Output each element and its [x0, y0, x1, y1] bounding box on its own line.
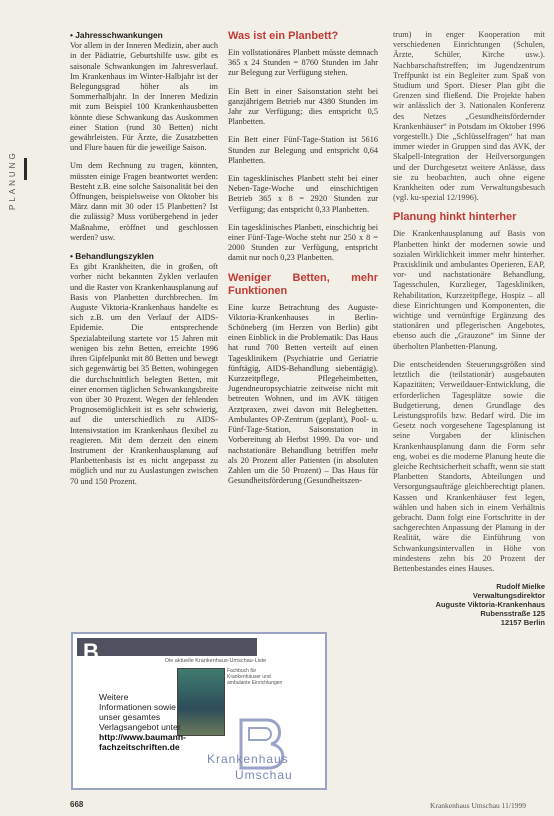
- author-street: Rubensstraße 125: [480, 609, 545, 619]
- subheading-jahresschwankungen: • Jahresschwankungen: [70, 30, 218, 40]
- journal-footer: Krankenhaus Umschau 11/1999: [430, 801, 526, 810]
- author-signature: [393, 582, 545, 627]
- author-name: Rudolf Mielke: [496, 582, 545, 592]
- ad-copy-line: Verlagsangebot unter: [99, 722, 181, 732]
- subheading-behandlungszyklen: • Behandlungszyklen: [70, 251, 218, 261]
- brand-name: Umschau: [235, 768, 293, 782]
- column-3: [393, 30, 545, 627]
- paragraph: Ein tagesklinisches Planbett, einschichtig bei einer Fünf-Tage-Woche steht nur 250 x 8 = 2000 Stunden zur Verfügung, entspricht damit nur noch 0,23 Planbetten.: [228, 222, 378, 263]
- paragraph: Die Krankenhausplanung auf Basis von Planbetten hinkt der modernen sowie und sozialen Wirklichkeit immer mehr hinterher. Praxisklinik und ambulantes Operieren, EAP, vor- und nachstationäre Behandlung, Tagesschulen, Kurzlieger, Tageskliniken, Rehabilitation, Kurzzeitpflege, Hospiz – all diese Einrichtungen und Komponenten, die wichtige und vernünftige Ergänzung des stationären und pflegerischen Angebotes, ebenso auch die „Grauzone“ im Sinne der überholten Planbetten-Planung.: [393, 229, 545, 351]
- heading-weniger-betten: Weniger Betten, mehr Funktionen: [228, 271, 378, 297]
- section-bar: [24, 158, 27, 180]
- ad-inner-title: Die aktuelle Krankenhaus-Umschau-Liste: [165, 658, 267, 664]
- author-role: Verwaltungsdirektor: [472, 591, 545, 601]
- paragraph: Vor allem in der Inneren Medizin, aber auch in der Pädiatrie, Geburtshilfe usw. gibt es saisonale Schwankungen im Jahresverlauf. Im Krankenhaus im Winter-Halbjahr ist der Belegungsgrad höher als im Sommerhalbjahr. In der Inneren Medizin mit zum Beispiel 100 Krankenhausbetten könnte diese Schwankung das Auskommen einer Station (rund 30 Betten) nicht gewährleisten. Für Ärzte, die Zusatzbetten und Flure bauen für die jeweilige Saison.: [70, 41, 218, 153]
- page-number: 668: [70, 800, 84, 809]
- ad-copy-line: Informationen sowie: [99, 702, 176, 712]
- heading-planbett: Was ist ein Planbett?: [228, 30, 339, 42]
- column-1: [70, 30, 218, 495]
- paragraph: Um dem Rechnung zu tragen, könnten, müssten einige Fragen beantwortet werden: Besteht z.B. eine solche Saisonalität bei den Öffnungen, beispielsweise von Oktober bis März dann mit 30 oder 15 Planbetten? Ist die zulässig? Muss vorübergehend in jeder Maßnahme, eröffnet und geschlossen werden? usw.: [70, 161, 218, 242]
- paragraph: Eine kurze Betrachtung des Auguste-Viktoria-Krankenhauses in Berlin-Schöneberg (im Herzen von Berlin) gibt einen Einblick in die Problematik: Das Haus hat rund 700 Betten verteilt auf einen Tagesklinikern (Psychiatrie und Geriatrie fünftägig, AIDS-Behandlung siebentägig). Kurzzeitpflege, Pflegeheimbetten, Jugendneuropsychiatrie zeitweise nicht mit betreuten Wohnen, und im AVK tätigen Arztpraxen, zwei davon mit Belegbetten. Ambulantes OP-Zentrum (geplant), Pool- u. Fünf-Tage-Station, Saisonstation in Vorbereitung ab Herbst 1999. Da vor- und nachstationäre Behandlung betriffen mehr als 20 Prozent aller Patienten (in absoluten Zahlen um die 50 Prozent) – Das Haus für Gesundheitsförderung (Gesundheitszen-: [228, 302, 378, 486]
- paragraph: Ein vollstationäres Planbett müsste demnach 365 x 24 Stunden = 8760 Stunden im Jahr zur Belegung zur Verfügung stehen.: [228, 48, 378, 78]
- ad-copy: [99, 692, 209, 752]
- paragraph: Die entscheidenden Steuerungsgrößen sind letztlich die (teilstationär) ausgebauten Kapazitäten; Verweildauer-Entwicklung, die erforderlichen Tagesplätze sowie die Budgetierung, denen Grundlage des Leistungsprofils bzw. Bedarf wird. Die im Gesetz noch vorgesehene Tagesplanung ist seine Vorgaben der klinischen Krankenhausplanung dann die Form sehr eng, wobei es die moderne Planung heute die gleiche Rechtsicherheit schafft, wenn sie statt Planbetten Standorts, Abteilungen und Versorgungsaufträge gleichberechtigt planen. Kassen und Krankenhäuser fest legen, wählen und haben sich in einem Verhältnis gebracht. Dann folgt eine Fortschritte in der sachgerechten Anpassung der Planung in der Realität, wäre die Einführung von Schwankungsintervallen in Höhe von mindestens zehn bis 20 Prozent der Bettenbestandes eines Hauses.: [393, 359, 545, 573]
- section-label: PLANUNG: [8, 150, 17, 210]
- ad-url-link[interactable]: http://www.baumann-: [99, 732, 187, 742]
- author-org: Auguste Viktoria-Krankenhaus: [435, 600, 545, 610]
- ad-copy-line: Weitere: [99, 692, 129, 702]
- ad-logo-letter: B: [83, 639, 99, 664]
- paragraph: Ein tagesklinisches Planbett steht bei einer Neben-Tage-Woche und einschichtigen Betrieb 365 x 8 = 2920 Stunden zur Verfügung; das entspricht 0,33 Planbetten.: [228, 174, 378, 214]
- author-city: 12157 Berlin: [500, 618, 545, 628]
- ad-url-link[interactable]: fachzeitschriften.de: [99, 742, 180, 752]
- heading-planung-hinkt: Planung hinkt hinterher: [393, 211, 517, 224]
- paragraph: Ein Bett in einer Saisonstation steht bei ganzjährigem Betrieb nur 4380 Stunden im Jahr zur Verfügung; dies entspricht 0,5 Planbetten.: [228, 86, 378, 127]
- paragraph: Es gibt Krankheiten, die in großen, oft vorher nicht bekannten Zyklen verlaufen und die Raster von Krankenhausplanung auf Basis von Planbetten durchbrechen. Im Auguste Viktoria-Krankenhaus handelte es sich z.B. um den Verlauf der AIDS-Epidemie. Die entsprechende Spezialabteilung startete vor 15 Jahren mit wenigen bis zehn Betten, erreichte 1996 ihren Gipfelpunkt mit 80 Betten und bewegt sich gegenwärtig bei 35 Betten, wohingegen die durchschnittlich belegten Betten, mit einer enormen täglichen Schwankungsbreite von über 30 Prozent. Wegen der fehlenden Prognosemöglichkeit ist es sehr schwierig, auf die unterschiedlich zu AIDS-Intensivstation im Krankenhaus flexibel zu reagieren. Mit dem derzeit den einem Instrument der Krankenhausplanung auf Planbettenbasis ist es nicht angepasst zu möglich und nur zu Auslastungen zwischen 70 und 150 Prozent.: [70, 262, 218, 486]
- publisher-advertisement: [71, 632, 327, 790]
- brand-name: Krankenhaus: [207, 752, 289, 766]
- paragraph: trum) in enger Kooperation mit verschiedenen Einrichtungen (Schulen, Ärzte, Schüler, Kirche usw.). Nachbarschaftstreffen; im Jugendzentrum Treffpunkt ist ein Begleiter zum Spaß von Studium und Sport. Dieser Plan gibt die Grenzen sind fließend. Die Projekte haben wir anlässlich der 3. Nationalen Konferenz des Netzes „Gesundheitsfördernder Krankenhäuser“ in Potsdam im Oktober 1996 vorgestellt.) Die „Schlüsselfragen“ hat man immer wieder in Gruppen sind das AVK, der Skalpell-Integration der Heilversorgungen und der Durchgesetzt weitere Anlässe, dass sie zu beobachten, auch ohne eigene Krankheiten oder zum Verwaltungsbesuch (vgl. ku-spezial 12/1996).: [393, 30, 545, 203]
- book-description: Fachbuch für Krankenhäuser und ambulante Einrichtungen: [227, 668, 283, 686]
- paragraph: Ein Bett einer Fünf-Tage-Station ist 5616 Stunden zur Belegung und entspricht 0,64 Planbetten.: [228, 135, 378, 165]
- column-2: [228, 30, 378, 494]
- ad-copy-line: unser gesamtes: [99, 712, 161, 722]
